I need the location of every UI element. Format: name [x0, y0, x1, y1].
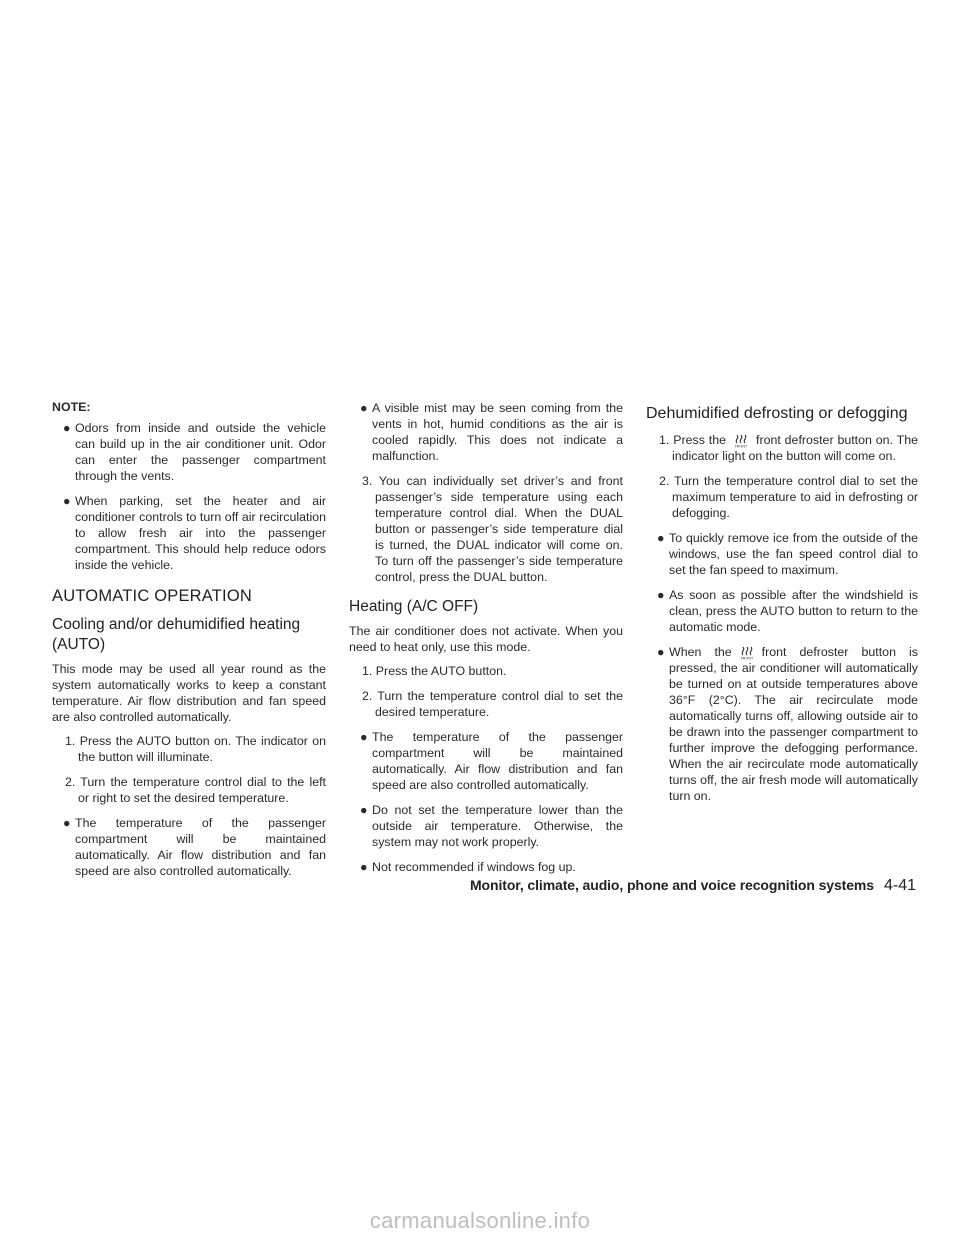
intro-paragraph: The air conditioner does not activate. When you need to heat only, use this mode. [349, 624, 623, 654]
bullet-icon: ● [360, 803, 368, 817]
bullet-icon: ● [63, 816, 71, 830]
page-footer [470, 877, 916, 895]
bullet-icon: ● [657, 588, 665, 602]
bullet-item: ● As soon as possible after the windshield is clean, press the AUTO button to return to the automatic mode. [657, 588, 918, 634]
note-label: NOTE: [52, 400, 91, 414]
bullet-icon: ● [657, 531, 665, 545]
step-item: 2. Turn the temperature control dial to set the maximum temperature to aid in defrosting or defogging. [659, 474, 918, 520]
step-item: 2. Turn the temperature control dial to the left or right to set the desired temperature. [65, 775, 326, 805]
subsection-title: Heating (A/C OFF) [349, 598, 479, 615]
svg-text:FRONT: FRONT [740, 656, 753, 660]
bullet-item: ● The temperature of the passenger compartment will be maintained automatically. Air flow distribution and fan speed are also controlled automatically. [63, 816, 326, 878]
bullet-icon: ● [360, 730, 368, 744]
left-column [52, 400, 326, 888]
bullet-item: ● The temperature of the passenger compartment will be maintained automatically. Air flow distribution and fan speed are also controlled automatically. [360, 730, 623, 792]
bullet-item: ● To quickly remove ice from the outside of the windows, use the fan speed control dial to set the fan speed to maximum. [657, 531, 918, 577]
bullet-item: ● When the FRONT front defroster button is pressed, the air conditioner will automatically be turned on at outside temperatures above 36°F (2°C). The air recirculate mode automatically turns off, allowing outside air to be drawn into the passenger compartment to further improve the defogging performance. When the air recirculate mode automatically turns off, the air fresh mode will automatically turn on. [657, 645, 918, 803]
bullet-icon: ● [657, 645, 665, 659]
step-item: 1. Press the AUTO button. [362, 664, 507, 678]
page-number: 4-41 [883, 877, 916, 894]
step-item: 1. Press the AUTO button on. The indicator on the button will illuminate. [65, 734, 326, 764]
section-title: AUTOMATIC OPERATION [52, 587, 252, 605]
footer-chapter-title: Monitor, climate, audio, phone and voice recognition systems [470, 877, 874, 893]
subsection-title: Cooling and/or dehumidified heating (AUTO) [52, 616, 301, 653]
intro-paragraph: This mode may be used all year round as the system automatically works to keep a constant temperature. Air flow distribution and fan speed are also controlled automatically. [52, 662, 326, 724]
watermark: carmanualsonline.info [369, 1208, 591, 1233]
step-item: 2. Turn the temperature control dial to set the desired temperature. [362, 689, 623, 719]
step-item: 3. You can individually set driver’s and front passenger’s side temperature using each temperature control dial. When the DUAL button or passenger’s side temperature dial is turned, the DUAL indicator will come on. To turn off the passenger’s side temperature control, press the DUAL button. [362, 474, 623, 584]
step-item: 1. Press the FRONT front defroster button on. The indicator light on the button will come on. [659, 433, 918, 463]
bullet-item: ● Not recommended if windows fog up. [360, 860, 576, 874]
right-column [646, 400, 918, 813]
subsection-title: Dehumidified defrosting or defogging [646, 405, 908, 422]
bullet-item: ● A visible mist may be seen coming from the vents in hot, humid conditions as the air is cooled rapidly. This does not indicate a malfunction. [360, 401, 623, 463]
bullet-icon: ● [360, 860, 368, 874]
bullet-item: ● Do not set the temperature lower than the outside air temperature. Otherwise, the system may not work properly. [360, 803, 623, 849]
svg-text:FRONT: FRONT [734, 444, 748, 448]
note-bullet: ● Odors from inside and outside the vehicle can build up in the air conditioner unit. Odor can enter the passenger compartment through the vents. [63, 421, 326, 483]
front-defroster-icon [736, 646, 758, 660]
note-bullet: ● When parking, set the heater and air conditioner controls to turn off air recirculation to allow fresh air into the passenger compartment. This should help reduce odors inside the vehicle. [63, 494, 326, 572]
middle-column [349, 400, 623, 884]
bullet-icon: ● [63, 421, 71, 435]
bullet-icon: ● [360, 401, 368, 415]
front-defroster-icon [730, 434, 752, 448]
bullet-icon: ● [63, 494, 71, 508]
